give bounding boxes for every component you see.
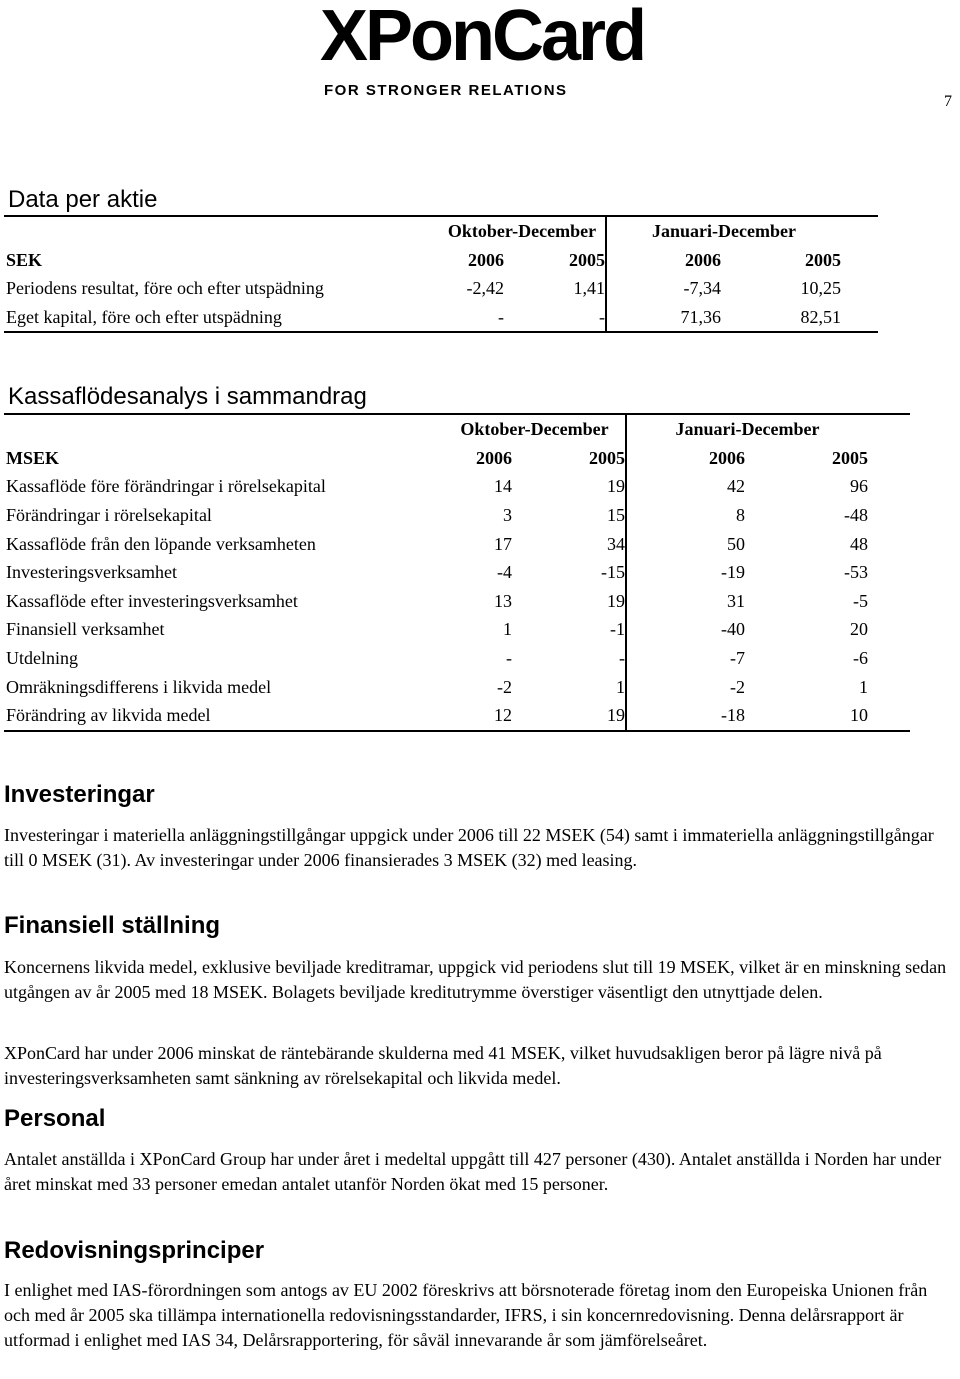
group-header-fy: Januari-December <box>606 216 841 246</box>
value-cell: -2 <box>730 676 745 697</box>
table-row <box>4 644 910 673</box>
personnel-heading: Personal <box>4 1105 106 1132</box>
logo-wordmark: XPonCard <box>320 0 645 76</box>
table-group-header <box>4 216 878 246</box>
group-header-q4: Oktober-December <box>439 216 606 246</box>
value-cell: 17 <box>494 533 512 554</box>
row-label: Omräkningsdifferens i likvida medel <box>6 676 272 697</box>
table-year-row <box>4 246 878 275</box>
table-row <box>4 558 910 587</box>
value-cell: -18 <box>626 701 745 731</box>
logo-tagline: FOR STRONGER RELATIONS <box>324 82 568 99</box>
year-cell: 2005 <box>832 447 868 468</box>
value-cell: -5 <box>853 590 868 611</box>
investments-paragraph: Investeringar i materiella anläggningstillgångar uppgick under 2006 till 22 MSEK (54) samt i immateriella anläggningstillgångar till 0 MSEK (31). Av investeringar under 2006 finansierades 3 MSEK (32) med leasing. <box>4 825 934 870</box>
value-cell: 71,36 <box>606 303 721 333</box>
company-logo <box>320 0 645 99</box>
accounting-heading: Redovisningsprinciper <box>4 1237 265 1264</box>
group-header-q4: Oktober-December <box>444 414 626 444</box>
value-cell: 34 <box>512 529 626 558</box>
value-cell: 14 <box>494 476 512 497</box>
financial-position-paragraph: Koncernens likvida medel, exklusive beviljade kreditramar, uppgick vid periodens slut till 19 MSEK, vilket är en minskning sedan utgången av år 2005 med 18 MSEK. Bolagets beviljade kreditutrymme överstiger väsentligt den utnyttjade delen. <box>4 957 947 1002</box>
row-label: Periodens resultat, före och efter utspädning <box>6 278 324 299</box>
row-label: Eget kapital, före och efter utspädning <box>4 303 439 333</box>
row-label: Investeringsverksamhet <box>6 562 177 583</box>
value-cell: 1 <box>859 676 868 697</box>
value-cell: 1 <box>512 672 626 701</box>
table-row <box>4 274 878 303</box>
row-label: Kassaflöde före förändringar i rörelsekapital <box>6 476 326 497</box>
value-cell: 19 <box>512 701 626 731</box>
value-cell: 50 <box>727 533 745 554</box>
value-cell: - <box>512 644 626 673</box>
value-cell: -15 <box>512 558 626 587</box>
year-cell: 2006 <box>476 447 512 468</box>
table-row <box>4 587 910 616</box>
year-cell: 2005 <box>805 249 841 270</box>
data-per-share-title: Data per aktie <box>8 186 158 213</box>
year-cell: 2005 <box>512 444 626 473</box>
unit-label: SEK <box>6 249 43 270</box>
value-cell: 3 <box>503 505 512 526</box>
value-cell: -7,34 <box>683 278 721 299</box>
value-cell: -19 <box>721 562 745 583</box>
unit-label: MSEK <box>6 447 60 468</box>
value-cell: 10,25 <box>800 278 841 299</box>
value-cell: -53 <box>844 562 868 583</box>
value-cell: -7 <box>730 648 745 669</box>
value-cell: 13 <box>494 590 512 611</box>
financial-position-heading: Finansiell ställning <box>4 912 221 939</box>
table-row <box>4 701 910 731</box>
table-row <box>4 529 910 558</box>
cash-flow-table <box>4 413 910 732</box>
financial-position-paragraph: XPonCard har under 2006 minskat de räntebärande skulderna med 41 MSEK, vilket huvudsakligen beror på lägre nivå på investeringsverksamheten samt sänkning av rörelsekapital och likvida medel. <box>4 1043 882 1088</box>
table-row <box>4 472 910 501</box>
value-cell: -1 <box>512 615 626 644</box>
investments-heading: Investeringar <box>4 781 155 808</box>
year-cell: 2006 <box>468 249 504 270</box>
value-cell: 1 <box>503 619 512 640</box>
value-cell: 19 <box>512 587 626 616</box>
row-label: Förändring av likvida medel <box>4 701 444 731</box>
value-cell: 96 <box>850 476 868 497</box>
value-cell: -40 <box>721 619 745 640</box>
table-row <box>4 615 910 644</box>
value-cell: 31 <box>727 590 745 611</box>
value-cell: - <box>504 303 606 333</box>
row-label: Kassaflöde efter investeringsverksamhet <box>6 590 298 611</box>
value-cell: 82,51 <box>721 303 841 333</box>
row-label: Finansiell verksamhet <box>6 619 165 640</box>
year-cell: 2006 <box>709 447 745 468</box>
value-cell: 20 <box>850 619 868 640</box>
value-cell: -2,42 <box>466 278 504 299</box>
value-cell: 10 <box>745 701 868 731</box>
cash-flow-title: Kassaflödesanalys i sammandrag <box>8 383 367 410</box>
value-cell: -4 <box>497 562 512 583</box>
table-row <box>4 501 910 530</box>
value-cell: - <box>439 303 504 333</box>
value-cell: -48 <box>844 505 868 526</box>
table-year-row <box>4 444 910 473</box>
value-cell: 8 <box>736 505 745 526</box>
accounting-paragraph: I enlighet med IAS-förordningen som antogs av EU 2002 föreskrivs att börsnoterade företag inom den Europeiska Unionen från och med år 2005 ska tillämpa internationella redovisningsstandarder, IFRS, i sin koncernredovisning. Denna delårsrapport är utformad i enlighet med IAS 34, Delårsrapportering, för såväl innevarande år som jämförelseåret. <box>4 1280 928 1350</box>
year-cell: 2005 <box>504 246 606 275</box>
table-row <box>4 303 878 333</box>
value-cell: 42 <box>727 476 745 497</box>
value-cell: 48 <box>850 533 868 554</box>
personnel-paragraph: Antalet anställda i XPonCard Group har under året i medeltal uppgått till 427 personer (430). Antalet anställda i Norden har under året minskat med 33 personer emedan antalet utanför Norden ökat med 15 personer. <box>4 1149 942 1194</box>
group-header-fy: Januari-December <box>626 414 868 444</box>
value-cell: 19 <box>512 472 626 501</box>
row-label: Utdelning <box>6 648 78 669</box>
data-per-share-table <box>4 215 878 333</box>
value-cell: - <box>506 648 512 669</box>
table-group-header <box>4 414 910 444</box>
row-label: Förändringar i rörelsekapital <box>6 505 212 526</box>
row-label: Kassaflöde från den löpande verksamheten <box>6 533 316 554</box>
value-cell: 15 <box>512 501 626 530</box>
value-cell: -2 <box>497 676 512 697</box>
value-cell: 12 <box>444 701 512 731</box>
value-cell: 1,41 <box>504 274 606 303</box>
value-cell: -6 <box>853 648 868 669</box>
page-number: 7 <box>944 93 952 110</box>
year-cell: 2006 <box>685 249 721 270</box>
table-row <box>4 672 910 701</box>
